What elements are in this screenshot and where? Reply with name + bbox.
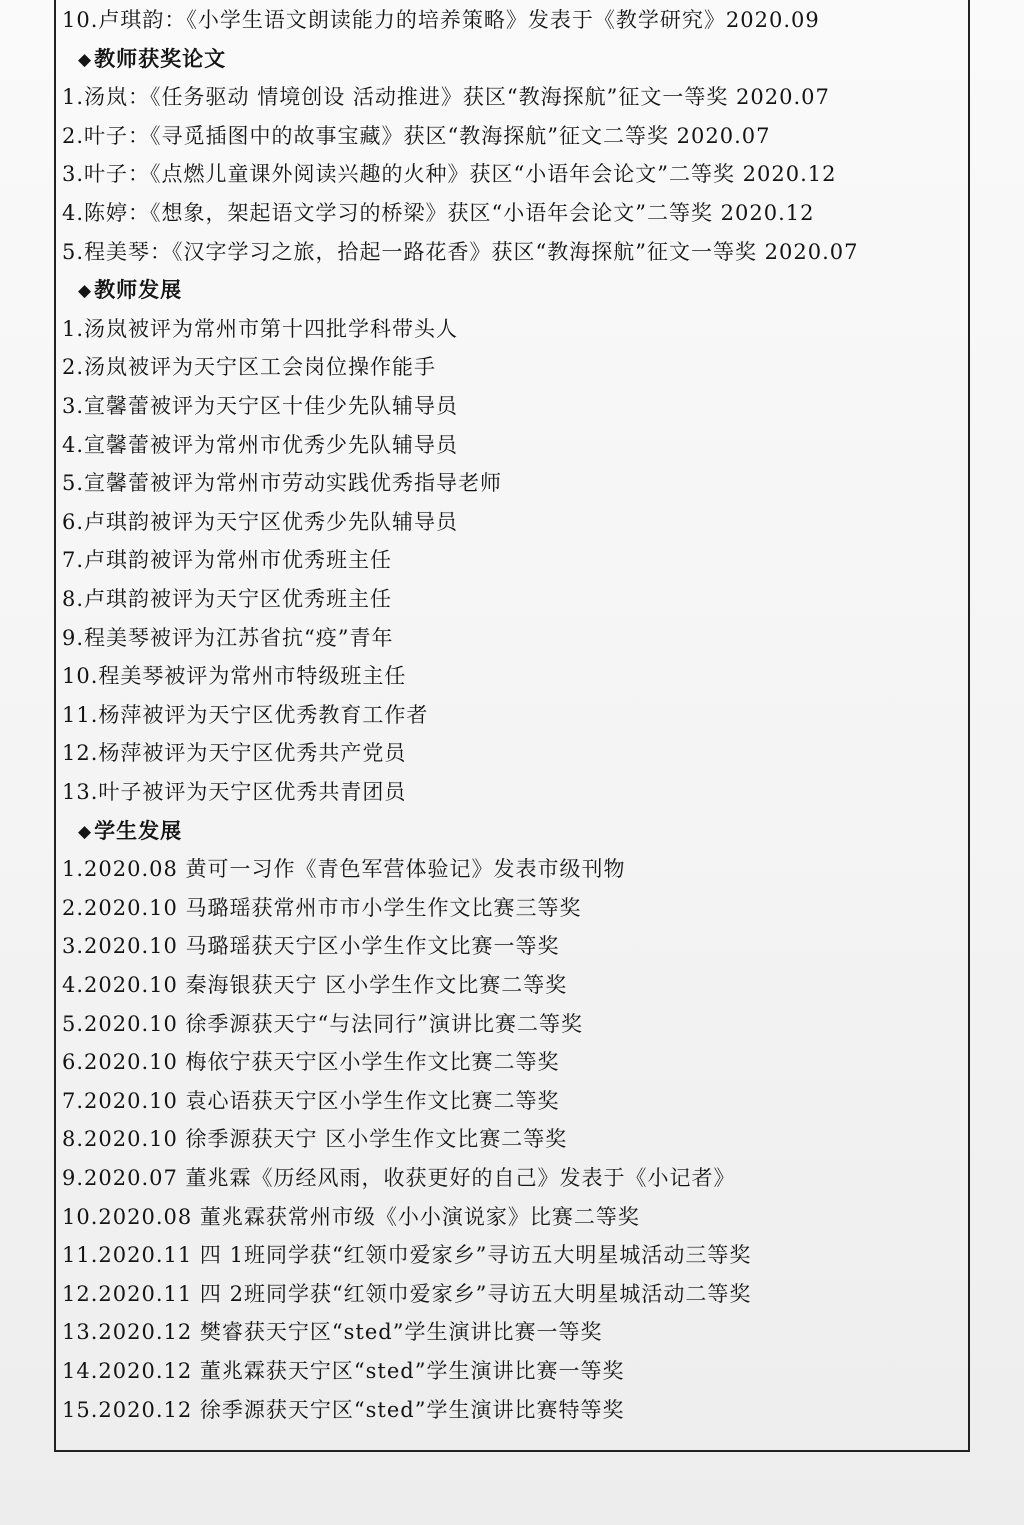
list-item-text: 3.叶子：《点燃儿童课外阅读兴趣的火种》获区“小语年会论文”二等奖 2020.12 (62, 162, 837, 187)
list-item-text: 7.卢琪韵被评为常州市优秀班主任 (62, 548, 393, 573)
list-item-text: 3.宣馨蕾被评为天宁区十佳少先队辅导员 (62, 394, 459, 418)
list-item-text: 12.杨萍被评为天宁区优秀共产党员 (62, 741, 407, 766)
section-heading (78, 45, 226, 74)
list-item (62, 1318, 602, 1346)
list-item-text: 2.汤岚被评为天宁区工会岗位操作能手 (62, 355, 437, 380)
list-item (62, 1280, 751, 1308)
list-item (62, 83, 830, 111)
list-item-text: 8.卢琪韵被评为天宁区优秀班主任 (62, 587, 393, 611)
list-item-text: 2.叶子：《寻觅插图中的故事宝藏》获区“教海探航”征文二等奖 2020.07 (62, 123, 771, 148)
list-item (62, 1048, 560, 1076)
list-item (62, 6, 820, 34)
list-item-text: 10.卢琪韵：《小学生语文朗读能力的培养策略》发表于《教学研究》2020.09 (62, 8, 820, 32)
list-item (62, 1203, 640, 1231)
list-item (62, 1357, 624, 1385)
list-item-text: 4.宣馨蕾被评为常州市优秀少先队辅导员 (62, 432, 459, 457)
list-item-text: 1.汤岚被评为常州市第十四批学科带头人 (62, 316, 459, 341)
list-item (62, 855, 626, 883)
list-item (62, 624, 394, 652)
list-item (62, 392, 458, 420)
list-item-text: 11.杨萍被评为天宁区优秀教育工作者 (62, 702, 429, 727)
list-item (62, 778, 406, 806)
list-item-text: 12.2020.11 四 2班同学获“红领巾爱家乡”寻访五大明星城活动二等奖 (62, 1281, 752, 1306)
list-item-text: 2.2020.10 马璐瑶获常州市市小学生作文比赛三等奖 (62, 895, 582, 920)
list-item-text: 6.2020.10 梅依宁获天宁区小学生作文比赛二等奖 (62, 1050, 560, 1075)
list-item (62, 160, 837, 188)
list-item (62, 199, 815, 227)
list-item-text: 4.2020.10 秦海银获天宁 区小学生作文比赛二等奖 (62, 973, 568, 997)
diamond-bullet-icon: ◆ (78, 281, 93, 302)
list-item (62, 1125, 567, 1153)
list-item (62, 971, 567, 999)
list-item (62, 431, 458, 459)
list-item (62, 1087, 560, 1115)
list-item (62, 585, 392, 613)
section-heading (78, 276, 182, 305)
list-item (62, 701, 428, 729)
list-item (62, 662, 406, 690)
list-item (62, 122, 771, 150)
list-item (62, 315, 458, 343)
list-item-text: 14.2020.12 董兆霖获天宁区“sted”学生演讲比赛一等奖 (62, 1359, 625, 1383)
list-item-text: 8.2020.10 徐季源获天宁 区小学生作文比赛二等奖 (62, 1127, 568, 1152)
diamond-bullet-icon: ◆ (78, 821, 93, 842)
list-item-text: 5.宣馨蕾被评为常州市劳动实践优秀指导老师 (62, 471, 503, 496)
list-item (62, 894, 582, 922)
list-item-text: 5.程美琴：《汉字学习之旅，拾起一路花香》获区“教海探航”征文一等奖 2020.07 (62, 239, 859, 264)
list-item-text: 4.陈婷：《想象，架起语文学习的桥梁》获区“小语年会论文”二等奖 2020.12 (62, 201, 815, 225)
list-item-text: 7.2020.10 袁心语获天宁区小学生作文比赛二等奖 (62, 1088, 560, 1113)
list-item-text: 9.程美琴被评为江苏省抗“疫”青年 (62, 625, 394, 650)
list-item (62, 1396, 624, 1424)
list-item-text: 6.卢琪韵被评为天宁区优秀少先队辅导员 (62, 509, 459, 534)
section-heading-text: 教师获奖论文 (94, 46, 227, 71)
list-item (62, 238, 859, 266)
list-item-text: 10.程美琴被评为常州市特级班主任 (62, 664, 407, 689)
section-heading (78, 817, 182, 846)
diamond-bullet-icon: ◆ (78, 49, 93, 70)
list-item (62, 739, 406, 767)
section-heading-text: 教师发展 (94, 278, 183, 303)
list-item-text: 1.2020.08 黄可一习作《青色军营体验记》发表市级刊物 (62, 857, 626, 882)
list-item (62, 932, 560, 960)
list-item-text: 11.2020.11 四 1班同学获“红领巾爱家乡”寻访五大明星城活动三等奖 (62, 1243, 752, 1268)
list-item-text: 13.叶子被评为天宁区优秀共青团员 (62, 780, 407, 804)
list-item-text: 13.2020.12 樊睿获天宁区“sted”学生演讲比赛一等奖 (62, 1320, 603, 1345)
list-item-text: 3.2020.10 马璐瑶获天宁区小学生作文比赛一等奖 (62, 934, 560, 959)
list-item-text: 15.2020.12 徐季源获天宁区“sted”学生演讲比赛特等奖 (62, 1397, 625, 1422)
list-item (62, 1241, 751, 1269)
list-item-text: 10.2020.08 董兆霖获常州市级《小小演说家》比赛二等奖 (62, 1204, 640, 1229)
list-item-text: 1.汤岚：《任务驱动 情境创设 活动推进》获区“教海探航”征文一等奖 2020.07 (62, 85, 830, 110)
list-item (62, 508, 458, 536)
section-heading-text: 学生发展 (94, 818, 183, 843)
list-item-text: 5.2020.10 徐季源获天宁“与法同行”演讲比赛二等奖 (62, 1011, 584, 1036)
list-item-text: 9.2020.07 董兆霖《历经风雨，收获更好的自己》发表于《小记者》 (62, 1166, 736, 1190)
list-item (62, 469, 502, 497)
list-item (62, 353, 436, 381)
list-item (62, 1164, 736, 1192)
list-item (62, 1010, 583, 1038)
list-item (62, 546, 392, 574)
